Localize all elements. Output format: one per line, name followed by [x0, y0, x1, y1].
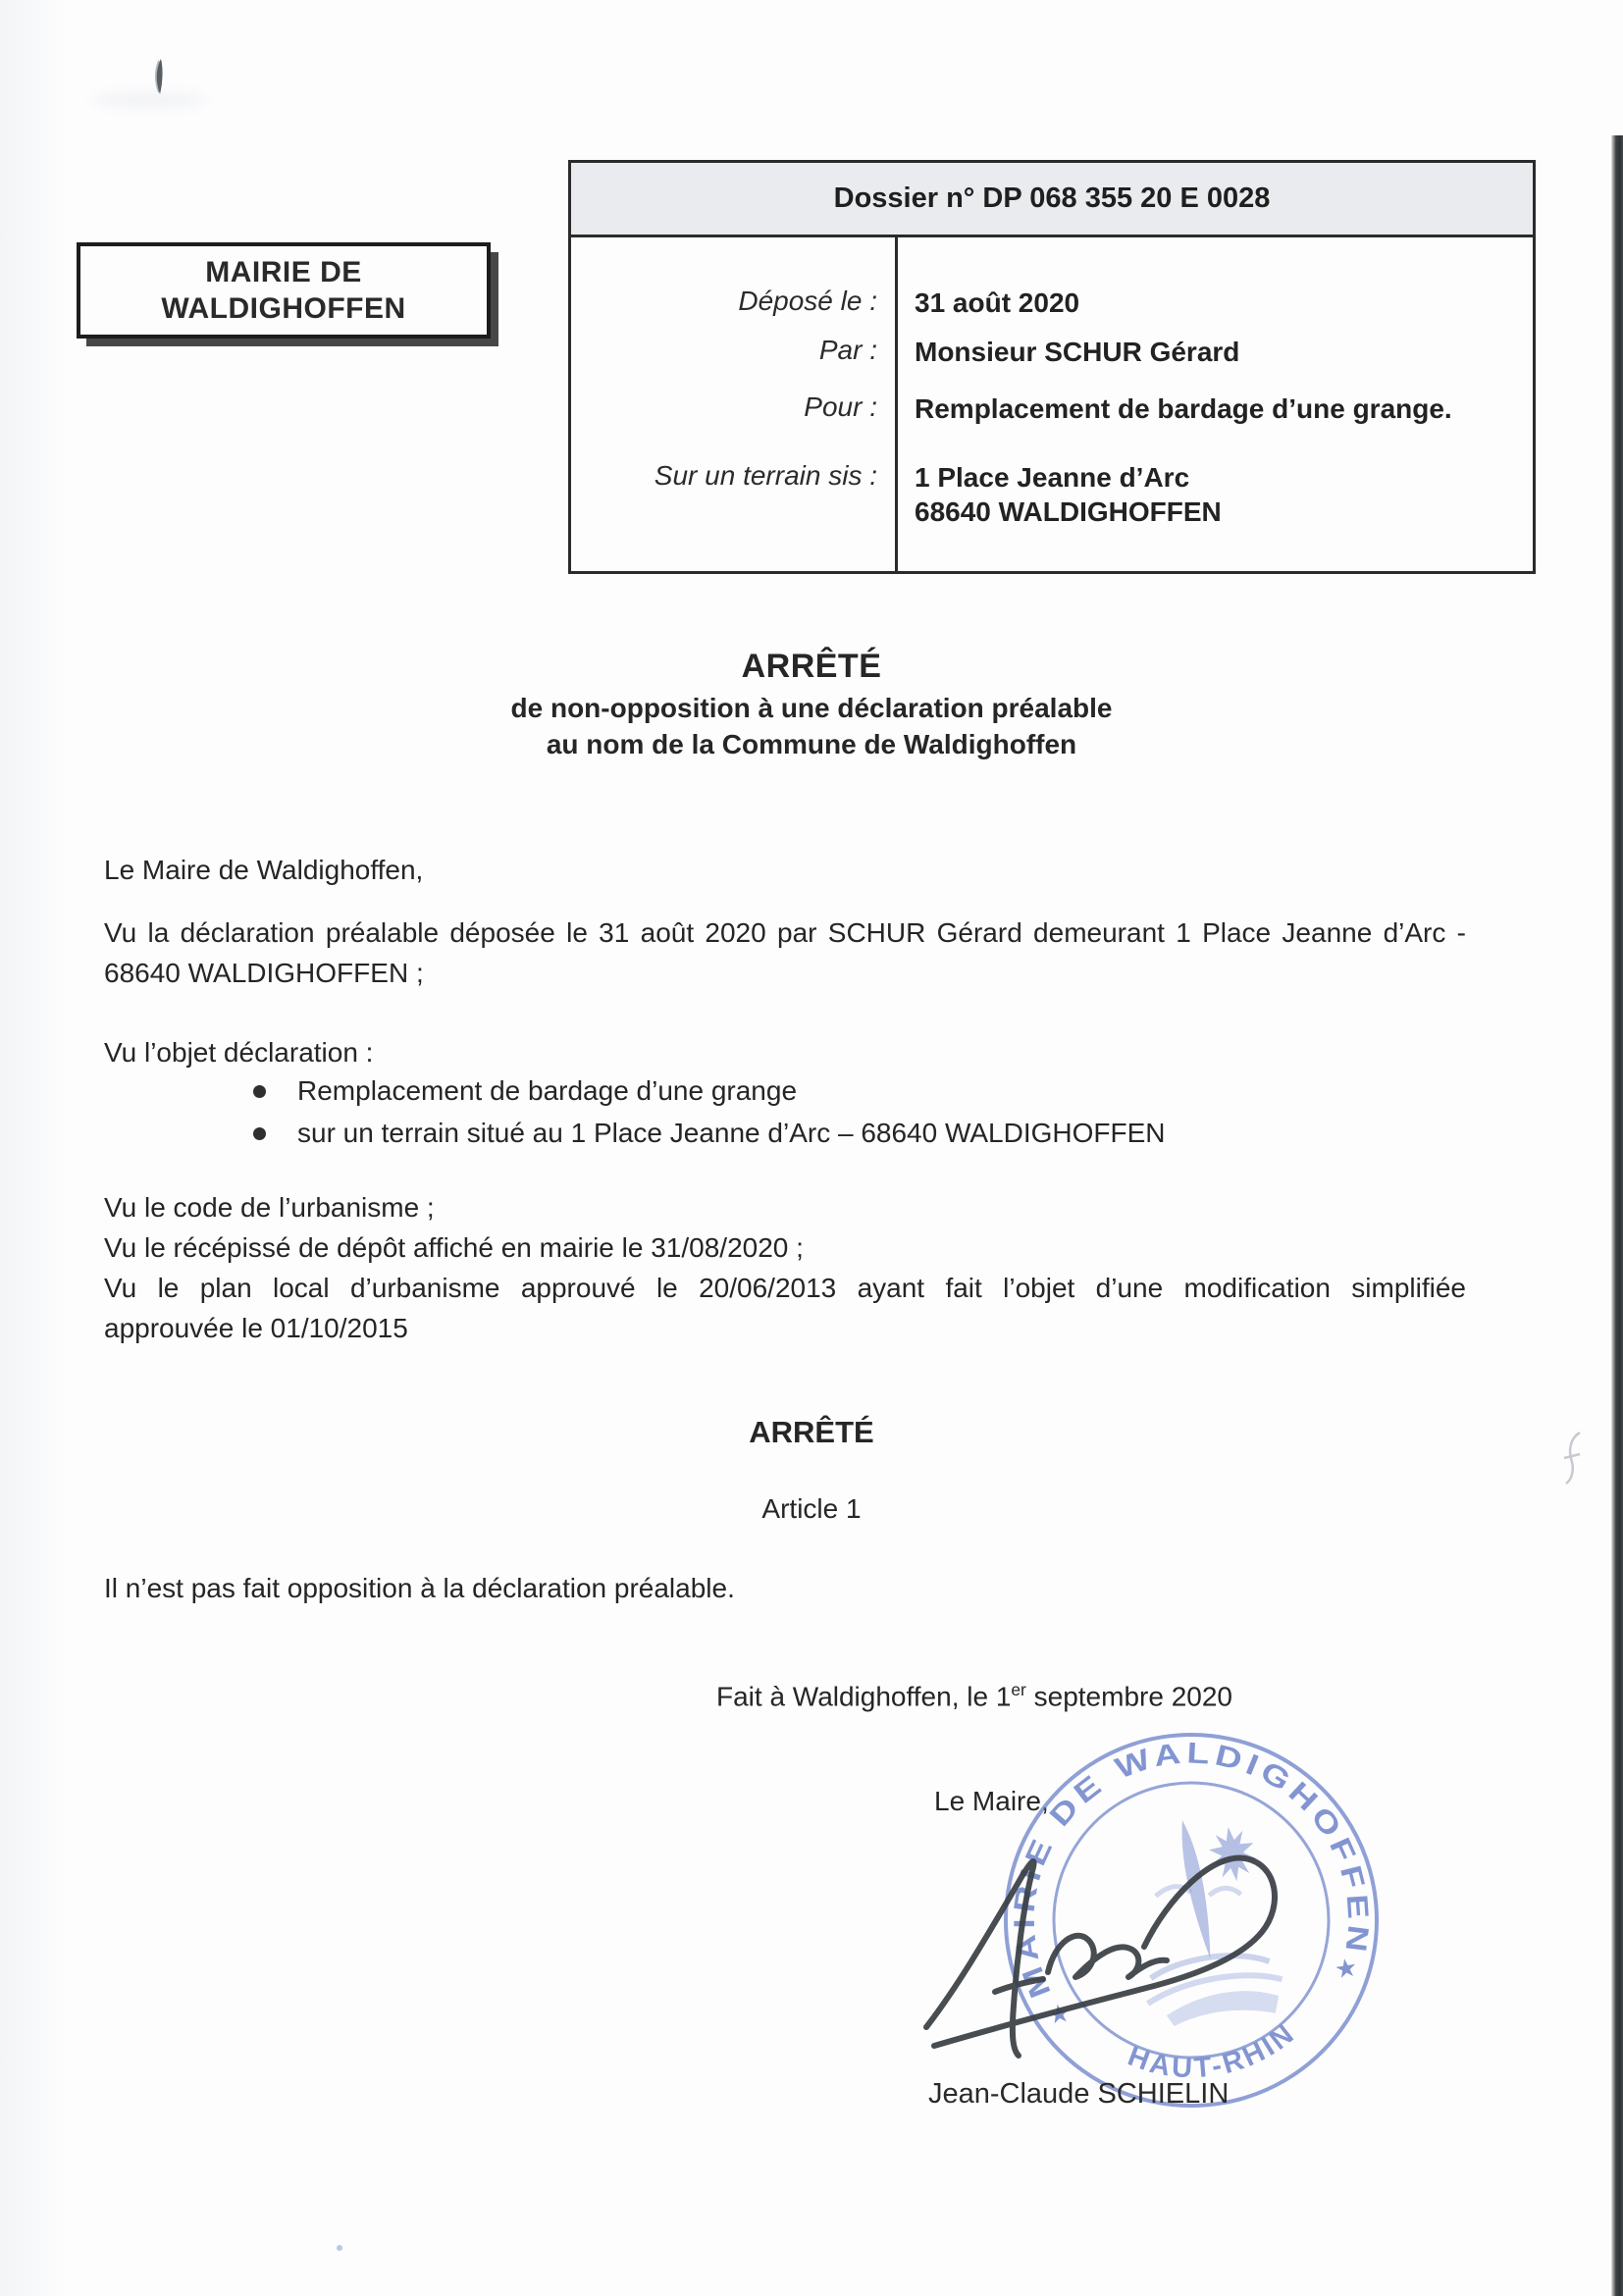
- heading-arrete-2: ARRÊTÉ: [749, 1415, 874, 1449]
- date-prefix: Fait à Waldighoffen, le 1: [716, 1681, 1012, 1712]
- row-deposited-label: Déposé le :: [738, 286, 877, 316]
- paragraph-vu-objet: Vu l’objet déclaration :: [104, 1037, 374, 1068]
- scan-smudge: [90, 93, 208, 107]
- mairie-box-line2: WALDIGHOFFEN: [161, 292, 406, 325]
- terrain-address-line2: 68640 WALDIGHOFFEN: [915, 496, 1222, 527]
- stamp-star-right-icon: ★: [1332, 1952, 1360, 1985]
- dossier-table: [568, 160, 1536, 574]
- mayor-signature: [899, 1813, 1301, 2078]
- date-superscript: er: [1011, 1680, 1026, 1699]
- bullet-icon: [253, 1085, 266, 1098]
- stamp-bottom-text: HAUT-RHIN: [1124, 2016, 1302, 2085]
- terrain-address-line1: 1 Place Jeanne d’Arc: [915, 462, 1190, 493]
- stamp-star-left-icon: ★: [1045, 1997, 1073, 2030]
- paragraph-vu-declaration-line1: Vu la déclaration préalable déposée le 31 août 2020 par SCHUR Gérard demeurant 1 Place Jeanne d’Arc -: [104, 917, 1466, 948]
- ink-speck-artifact: [149, 57, 171, 98]
- paragraph-article-1: Il n’est pas fait opposition à la déclaration préalable.: [104, 1573, 735, 1603]
- heading-article-1: Article 1: [761, 1493, 862, 1524]
- date-place-line: [716, 1680, 1232, 1712]
- le-maire-label: Le Maire,: [934, 1786, 1049, 1816]
- mayor-name: Jean-Claude SCHIELIN: [928, 2078, 1230, 2110]
- bullet-icon: [253, 1127, 266, 1140]
- left-scan-shading: [0, 0, 69, 2296]
- title-arrete: ARRÊTÉ: [741, 648, 882, 685]
- paragraph-le-maire: Le Maire de Waldighoffen,: [104, 855, 424, 885]
- paragraph-vu-plan-line1: Vu le plan local d’urbanisme approuvé le 20/06/2013 ayant fait l’objet d’une modification simplifiée: [104, 1273, 1466, 1303]
- dossier-table-header: Dossier n° DP 068 355 20 E 0028: [571, 163, 1533, 237]
- title-subtitle2: au nom de la Commune de Waldighoffen: [546, 729, 1077, 759]
- row-terrain-label: Sur un terrain sis :: [654, 460, 877, 491]
- paragraph-vu-plan-line2: approuvée le 01/10/2015: [104, 1313, 408, 1343]
- date-suffix: septembre 2020: [1025, 1681, 1232, 1712]
- bullet-text-1: Remplacement de bardage d’une grange: [297, 1075, 798, 1106]
- title-subtitle1: de non-opposition à une déclaration préalable: [510, 693, 1113, 723]
- list-item: [104, 1075, 797, 1107]
- ink-dot-artifact: [337, 2245, 342, 2251]
- scan-edge-band-artifact: [1611, 135, 1623, 2296]
- paragraph-vu-code: Vu le code de l’urbanisme ;: [104, 1192, 435, 1223]
- row-pour-value: Remplacement de bardage d’une grange.: [915, 393, 1452, 424]
- paragraph-vu-declaration-line2: 68640 WALDIGHOFFEN ;: [104, 958, 424, 988]
- row-terrain-value: [915, 460, 1523, 529]
- scan-curl-artifact: [1558, 1429, 1588, 1487]
- mairie-box-line1: MAIRIE DE: [205, 256, 362, 288]
- list-item: [104, 1118, 1166, 1149]
- dossier-table-body: [571, 237, 1533, 571]
- stamp-top-text: MAIRIE DE WALDIGHOFFEN: [1008, 1737, 1375, 2003]
- bullet-text-2: sur un terrain situé au 1 Place Jeanne d’Arc – 68640 WALDIGHOFFEN: [297, 1118, 1166, 1148]
- row-pour-label: Pour :: [804, 391, 877, 422]
- row-par-value: Monsieur SCHUR Gérard: [915, 337, 1240, 367]
- dossier-table-column-divider: [895, 237, 898, 571]
- paragraph-vu-recepisse: Vu le récépissé de dépôt affiché en mairie le 31/08/2020 ;: [104, 1232, 804, 1263]
- row-par-label: Par :: [818, 335, 877, 365]
- mairie-box: [77, 242, 491, 339]
- row-deposited-value: 31 août 2020: [915, 287, 1080, 318]
